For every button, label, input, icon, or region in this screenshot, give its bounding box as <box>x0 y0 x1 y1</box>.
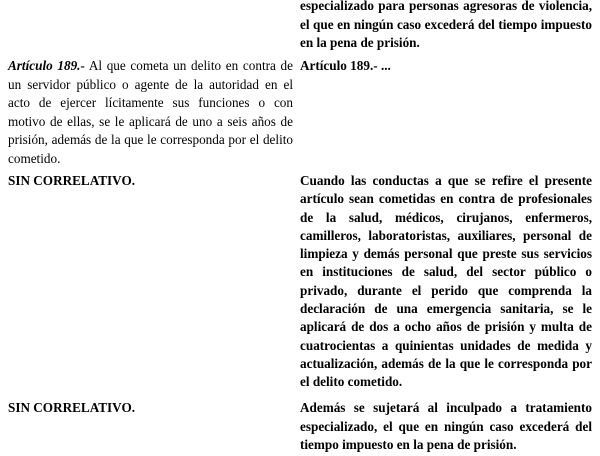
article-189-proposed-label: Artículo 189.- <box>300 58 378 73</box>
row-2-no-correlative-label: SIN CORRELATIVO. <box>8 173 135 188</box>
article-189-current-body: Al que cometa un delito en contra de un servidor público o agente de la autoridad en el acto de ejercer lícitamente sus funciones o con motivo de ellas, se le aplicará de uno a seis años de prisión, además de la que le corresponda por el delito cometido. <box>8 58 293 166</box>
row-2-proposed-paragraph: Cuando las conductas a que se refire el presente artículo sean cometidas en contra de profesionales de la salud, médicos, cirujanos, enfermeros, camilleros, laboratoristas, auxiliares, personal de limpieza y demás personal que preste sus servicios en instituciones de salud, del sector público o privado, durante el perido que comprenda la declaración de una emergencia sanitaria, se le aplicará de dos a ocho años de prisión y multa de cuatrocientas a quinientas unidades de medida y actualización, además de la que le corresponda por el delito cometido. <box>300 173 592 390</box>
row-3-no-correlative-label: SIN CORRELATIVO. <box>8 400 135 415</box>
article-189-current-label: Artículo 189.- <box>8 58 85 73</box>
row-3-proposed-paragraph: Además se sujetará al inculpado a tratamiento especializado, el que en ningún caso excederá del tiempo impuesto en la pena de prisión. <box>300 400 592 453</box>
top-right-continuation-text: especializado para personas agresoras de violencia, el que en ningún caso excederá del tiempo impuesto en la pena de prisión. <box>300 0 592 51</box>
article-189-proposed-body: ... <box>377 58 391 73</box>
article-189-proposed-text <box>300 57 592 76</box>
article-189-current-text <box>8 57 293 169</box>
